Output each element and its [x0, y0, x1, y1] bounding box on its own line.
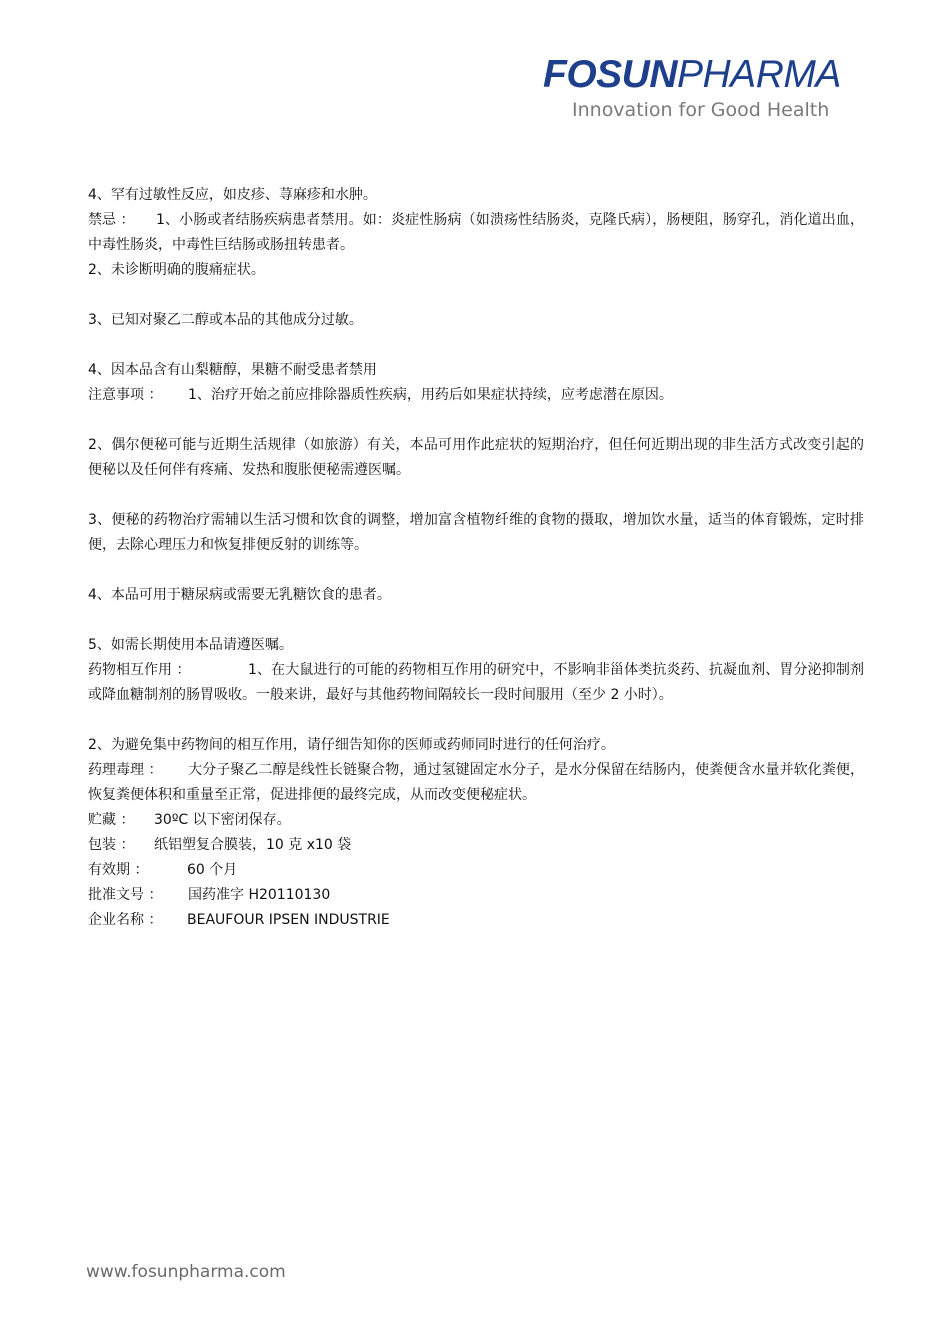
document-body	[88, 183, 864, 933]
storage-text: 30ºC 以下密闭保存。	[154, 812, 291, 828]
storage-label: 贮藏 ：	[88, 812, 135, 828]
caution-1	[88, 383, 864, 408]
pharmacology-text: 大分子聚乙二醇是线性长链聚合物，通过氢键固定水分子，是水分保留在结肠内，使粪便含水量并软化粪便，恢复粪便体积和重量至正常，促进排便的最终完成，从而改变便秘症状。	[88, 762, 864, 803]
footer-url: www.fosunpharma.com	[86, 1262, 286, 1282]
caution-3: 3、便秘的药物治疗需辅以生活习惯和饮食的调整，增加富含植物纤维的食物的摄取，增加饮水量，适当的体育锻炼，定时排便，去除心理压力和恢复排便反射的训练等。	[88, 512, 864, 553]
package-label: 包装 ：	[88, 837, 135, 853]
pharmacology	[88, 758, 864, 808]
caution-4: 4、本品可用于糖尿病或需要无乳糖饮食的患者。	[88, 587, 391, 603]
validity-label: 有效期 ：	[88, 862, 149, 878]
logo-bold-part: FOSUN	[543, 53, 677, 96]
interaction-1-text: 1、在大鼠进行的可能的药物相互作用的研究中，不影响非甾体类抗炎药、抗凝血剂、胃分泌抑制剂或降血糖制剂的肠胃吸收。一般来讲，最好与其他药物间隔较长一段时间服用（至少 2 小时）。	[88, 662, 864, 703]
company-label: 企业名称 ：	[88, 912, 163, 928]
contraindication-2: 2、未诊断明确的腹痛症状。	[88, 262, 265, 278]
caution-5: 5、如需长期使用本品请遵医嘱。	[88, 637, 293, 653]
contraindication-1-text: 1、小肠或者结肠疾病患者禁用。如：炎症性肠病（如溃疡性结肠炎，克隆氏病），肠梗阻，肠穿孔，消化道出血，中毒性肠炎，中毒性巨结肠或肠扭转患者。	[88, 212, 864, 253]
package-text: 纸铝塑复合膜装，10 克 x10 袋	[154, 837, 352, 853]
company-text: BEAUFOUR IPSEN INDUSTRIE	[187, 912, 390, 928]
interaction-1	[88, 658, 864, 708]
caution-label: 注意事项 ：	[88, 387, 163, 403]
approval-text: 国药准字 H20110130	[188, 887, 331, 903]
package	[88, 833, 864, 858]
interaction-label: 药物相互作用 ：	[88, 662, 191, 678]
contraindication-3: 3、已知对聚乙二醇或本品的其他成分过敏。	[88, 312, 363, 328]
caution-1-text: 1、治疗开始之前应排除器质性疾病，用药后如果症状持续，应考虑潜在原因。	[188, 387, 673, 403]
logo-tagline: Innovation for Good Health	[572, 99, 830, 121]
caution-2: 2、偶尔便秘可能与近期生活规律（如旅游）有关，本品可用作此症状的短期治疗，但任何近期出现的非生活方式改变引起的便秘以及任何伴有疼痛、发热和腹胀便秘需遵医嘱。	[88, 437, 864, 478]
logo-light-part: PHARMA	[677, 53, 841, 96]
company-name	[88, 908, 864, 933]
interaction-2: 2、为避免集中药物间的相互作用，请仔细告知你的医师或药师同时进行的任何治疗。	[88, 737, 615, 753]
contraindication-4: 4、因本品含有山梨糖醇，果糖不耐受患者禁用	[88, 362, 377, 378]
validity	[88, 858, 864, 883]
storage	[88, 808, 864, 833]
approval-label: 批准文号 ：	[88, 887, 163, 903]
validity-text: 60 个月	[187, 862, 238, 878]
adverse-reaction-4: 4、罕有过敏性反应，如皮疹、荨麻疹和水肿。	[88, 187, 377, 203]
fosunpharma-logo	[543, 54, 865, 122]
pharmacology-label: 药理毒理 ：	[88, 762, 163, 778]
logo-wordmark	[543, 54, 865, 96]
contraindication-label: 禁忌 ：	[88, 212, 135, 228]
contraindication-1	[88, 208, 864, 258]
approval-number	[88, 883, 864, 908]
